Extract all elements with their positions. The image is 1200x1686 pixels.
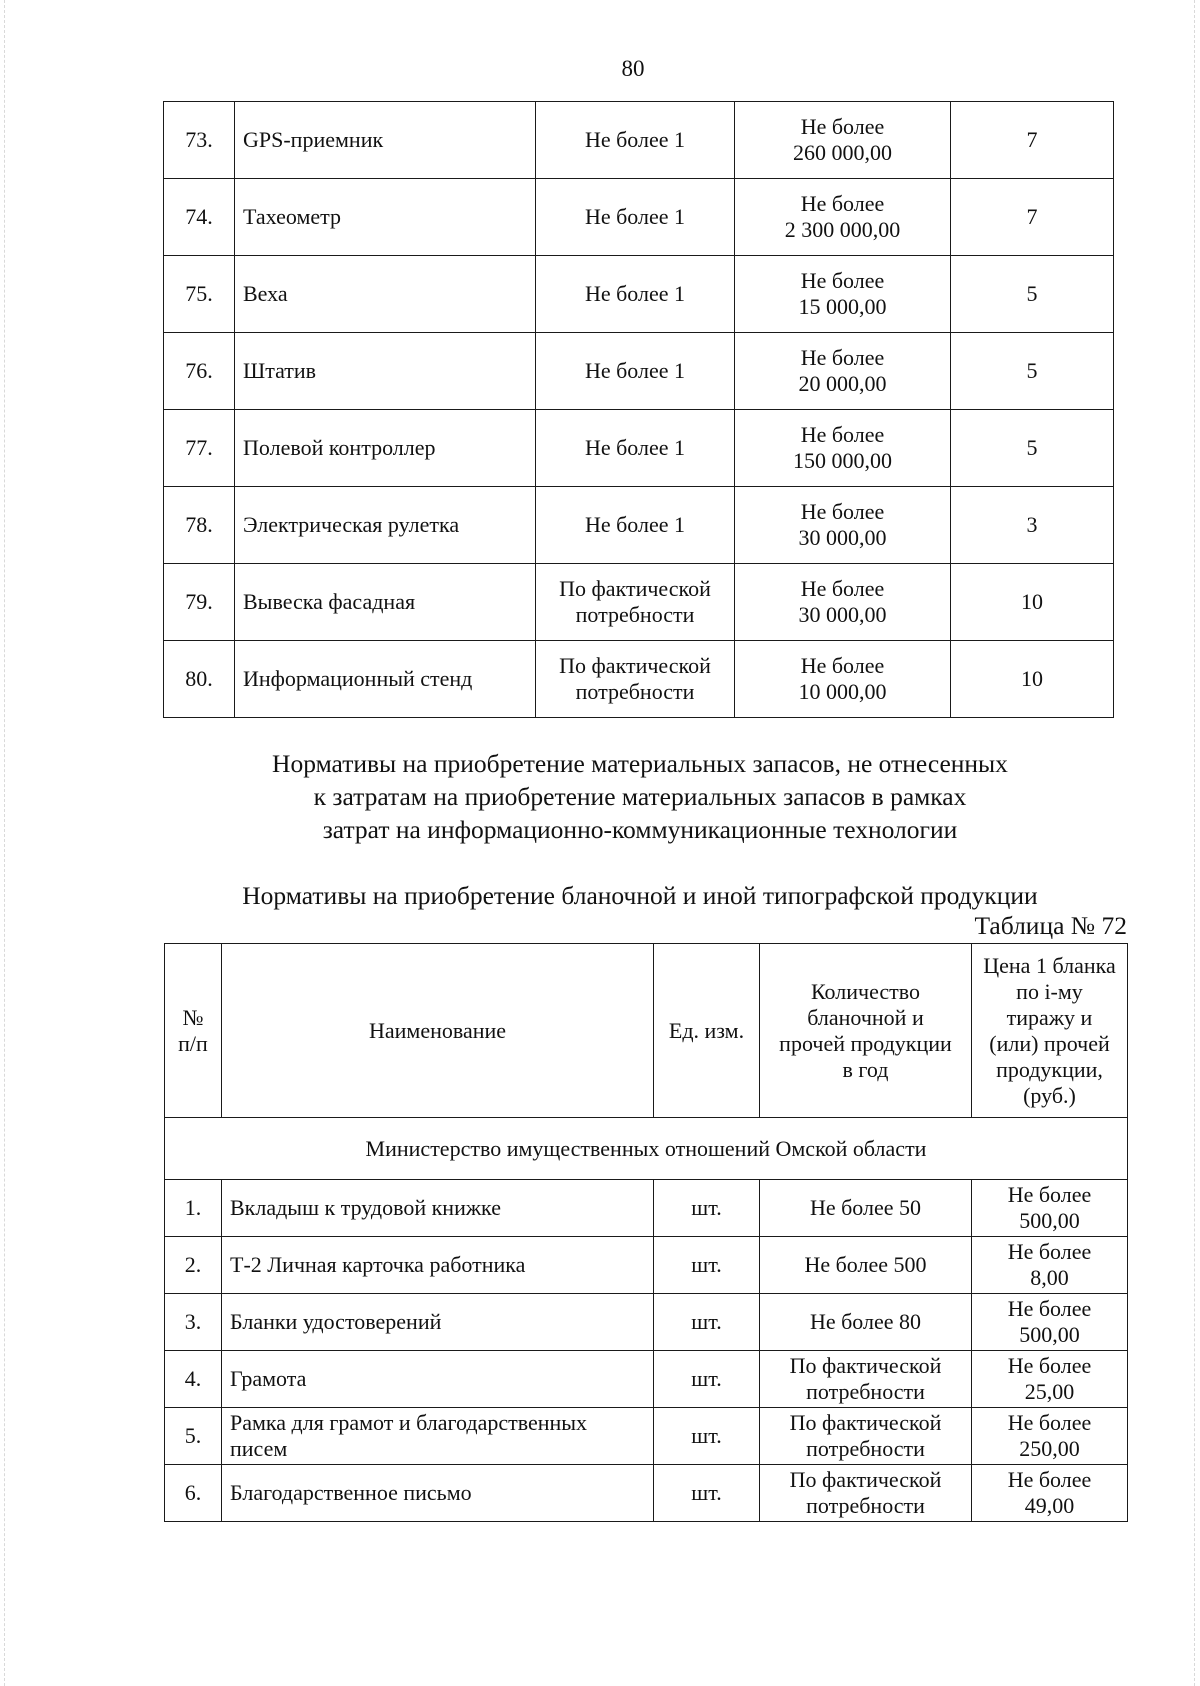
header-price-line: Цена 1 бланка [983, 952, 1116, 978]
row-number-line: 5. [184, 1423, 202, 1448]
item-price [972, 1351, 1128, 1408]
item-price-line: Не более [1007, 1239, 1092, 1264]
table-row [165, 1351, 1128, 1408]
section-heading-line: затрат на информационно-коммуникационные технологии [322, 815, 958, 844]
item-unit-line: шт. [691, 1480, 722, 1505]
header-price-line: тиражу и [1006, 1004, 1093, 1030]
item-quantity-line: Не более 1 [584, 204, 686, 229]
table-row [164, 333, 1114, 410]
table-row [164, 641, 1114, 718]
item-unit [654, 1180, 760, 1237]
item-quantity-line: По фактической [789, 1410, 942, 1435]
item-name [222, 1408, 654, 1465]
header-quantity [760, 944, 972, 1118]
row-number-line: 6. [184, 1480, 202, 1505]
item-name [235, 564, 536, 641]
item-name-line: Вкладыш к трудовой книжке [230, 1195, 501, 1220]
item-quantity [536, 487, 735, 564]
item-price-line: Не более [800, 114, 885, 139]
item-term-line: 7 [1026, 204, 1038, 229]
header-num-line: № [182, 1004, 204, 1030]
item-price-line: Не более [1007, 1467, 1092, 1492]
item-term [951, 487, 1114, 564]
item-quantity-line: потребности [575, 679, 695, 704]
item-price [735, 333, 951, 410]
item-name-line: Вывеска фасадная [243, 589, 416, 614]
item-term-line: 5 [1026, 435, 1038, 460]
item-term [951, 179, 1114, 256]
item-unit-line: шт. [691, 1252, 722, 1277]
item-quantity [760, 1180, 972, 1237]
row-number [164, 179, 235, 256]
row-number [165, 1237, 222, 1294]
item-unit-line: шт. [691, 1309, 722, 1334]
item-name-line: Тахеометр [243, 204, 342, 229]
row-number-line: 3. [184, 1309, 202, 1334]
item-name-line: Т-2 Личная карточка работника [230, 1252, 526, 1277]
item-name-line: Штатив [243, 358, 317, 383]
item-name [222, 1237, 654, 1294]
item-name [235, 487, 536, 564]
item-unit-line: шт. [691, 1366, 722, 1391]
row-number [164, 641, 235, 718]
item-quantity-line: Не более 1 [584, 281, 686, 306]
page-number: 80 [621, 56, 645, 81]
row-number [165, 1351, 222, 1408]
row-number [164, 333, 235, 410]
item-price-line: 150 000,00 [793, 448, 892, 473]
item-quantity-line: потребности [806, 1436, 925, 1461]
item-name [235, 333, 536, 410]
subsection-heading: Нормативы на приобретение бланочной и иной типографской продукции [242, 881, 1038, 910]
item-quantity [536, 179, 735, 256]
table-row [165, 1408, 1128, 1465]
item-quantity-line: По фактической [559, 653, 711, 678]
item-quantity [760, 1351, 972, 1408]
item-unit-line: шт. [691, 1195, 722, 1220]
item-name [235, 641, 536, 718]
table-header-row [165, 944, 1128, 1118]
item-price [972, 1465, 1128, 1522]
item-price [735, 487, 951, 564]
item-quantity [536, 641, 735, 718]
row-number [164, 102, 235, 179]
item-price-line: 250,00 [1019, 1436, 1080, 1461]
item-price [735, 102, 951, 179]
item-price-line: Не более [800, 345, 885, 370]
item-name-line: Благодарственное письмо [230, 1480, 472, 1505]
item-quantity-line: По фактической [559, 576, 711, 601]
section-heading-line: Нормативы на приобретение материальных запасов, не отнесенных [272, 749, 1008, 778]
item-term [951, 256, 1114, 333]
table-row [165, 1465, 1128, 1522]
item-term [951, 410, 1114, 487]
table-row [164, 564, 1114, 641]
item-price-line: 30 000,00 [798, 602, 887, 627]
item-name [235, 179, 536, 256]
scan-edge-right [1194, 0, 1195, 1686]
item-price-line: 20 000,00 [798, 371, 887, 396]
item-price-line: 25,00 [1024, 1379, 1075, 1404]
header-quantity-line: Количество [810, 978, 921, 1004]
row-number [165, 1180, 222, 1237]
table-row [164, 487, 1114, 564]
row-number-line: 75. [185, 281, 213, 306]
item-price-line: Не более [1007, 1296, 1092, 1321]
item-term [951, 333, 1114, 410]
item-price-line: 500,00 [1019, 1208, 1080, 1233]
scan-edge-left [4, 0, 5, 1686]
item-unit [654, 1465, 760, 1522]
item-quantity-line: Не более 50 [809, 1195, 922, 1220]
row-number [164, 410, 235, 487]
row-number [164, 487, 235, 564]
item-price-line: 8,00 [1030, 1265, 1069, 1290]
item-name-line: писем [230, 1436, 288, 1461]
item-price-line: 15 000,00 [798, 294, 887, 319]
item-quantity [536, 564, 735, 641]
item-term [951, 564, 1114, 641]
item-unit [654, 1294, 760, 1351]
item-quantity-line: По фактической [789, 1353, 942, 1378]
table-row [164, 256, 1114, 333]
item-name [222, 1180, 654, 1237]
item-price-line: 30 000,00 [798, 525, 887, 550]
item-quantity-line: Не более 80 [809, 1309, 922, 1334]
header-quantity-line: прочей продукции [779, 1030, 952, 1056]
item-quantity [536, 333, 735, 410]
item-name-line: Грамота [230, 1366, 307, 1391]
item-quantity [760, 1294, 972, 1351]
row-number [164, 256, 235, 333]
row-number-line: 74. [185, 204, 213, 229]
header-unit: Ед. изм. [654, 944, 760, 1118]
item-price [972, 1294, 1128, 1351]
item-name [222, 1351, 654, 1408]
header-num-line: п/п [178, 1030, 208, 1056]
item-name-line: Полевой контроллер [243, 435, 436, 460]
item-price-line: Не более [800, 653, 885, 678]
item-quantity-line: Не более 1 [584, 512, 686, 537]
item-term-line: 10 [1021, 666, 1043, 691]
item-name [235, 256, 536, 333]
item-term [951, 102, 1114, 179]
department-name: Министерство имущественных отношений Омской области [165, 1118, 1128, 1180]
item-price-line: 2 300 000,00 [784, 217, 901, 242]
item-unit-line: шт. [691, 1423, 722, 1448]
row-number-line: 79. [185, 589, 213, 614]
item-quantity [536, 102, 735, 179]
item-quantity [760, 1237, 972, 1294]
item-unit [654, 1237, 760, 1294]
item-name [235, 102, 536, 179]
header-price-line: по i-му [1016, 978, 1083, 1004]
item-quantity-line: По фактической [789, 1467, 942, 1492]
item-quantity [760, 1465, 972, 1522]
item-price-line: Не более [1007, 1410, 1092, 1435]
item-quantity-line: потребности [575, 602, 695, 627]
item-price-line: Не более [800, 499, 885, 524]
equipment-table [163, 101, 1114, 718]
item-price [735, 256, 951, 333]
item-quantity-line: Не более 500 [804, 1252, 927, 1277]
row-number-line: 73. [185, 127, 213, 152]
row-number-line: 77. [185, 435, 213, 460]
item-price-line: 500,00 [1019, 1322, 1080, 1347]
header-name: Наименование [222, 944, 654, 1118]
item-price [735, 410, 951, 487]
item-price-line: 260 000,00 [793, 140, 892, 165]
item-name-line: GPS-приемник [243, 127, 384, 152]
item-name [222, 1465, 654, 1522]
item-price [972, 1237, 1128, 1294]
header-quantity-line: в год [842, 1056, 889, 1082]
header-price-line: продукции, [996, 1056, 1103, 1082]
item-price [735, 179, 951, 256]
row-number-line: 78. [185, 512, 213, 537]
item-quantity-line: потребности [806, 1379, 925, 1404]
item-price-line: 49,00 [1024, 1493, 1075, 1518]
row-number [164, 564, 235, 641]
item-name-line: Электрическая рулетка [243, 512, 460, 537]
item-term-line: 3 [1026, 512, 1038, 537]
item-quantity [760, 1408, 972, 1465]
item-price-line: Не более [800, 191, 885, 216]
item-quantity-line: Не более 1 [584, 435, 686, 460]
row-number [165, 1465, 222, 1522]
item-term-line: 5 [1026, 358, 1038, 383]
item-term [951, 641, 1114, 718]
header-quantity-line: бланочной и [807, 1004, 924, 1030]
row-number-line: 76. [185, 358, 213, 383]
item-term-line: 10 [1021, 589, 1043, 614]
item-name-line: Информационный стенд [243, 666, 473, 691]
table-row [165, 1180, 1128, 1237]
item-price-line: 10 000,00 [798, 679, 887, 704]
item-price-line: Не более [1007, 1353, 1092, 1378]
item-name-line: Веха [243, 281, 288, 306]
header-price-line: (или) прочей [989, 1030, 1110, 1056]
section-heading-line: к затратам на приобретение материальных запасов в рамках [313, 782, 967, 811]
item-term-line: 5 [1026, 281, 1038, 306]
row-number [165, 1294, 222, 1351]
item-quantity [536, 256, 735, 333]
table-row [164, 102, 1114, 179]
item-name [222, 1294, 654, 1351]
item-unit [654, 1351, 760, 1408]
header-price [972, 944, 1128, 1118]
printing-products-table [164, 943, 1128, 1522]
row-number [165, 1408, 222, 1465]
item-price-line: Не более [800, 576, 885, 601]
item-price [972, 1180, 1128, 1237]
row-number-line: 80. [185, 666, 213, 691]
item-price-line: Не более [1007, 1182, 1092, 1207]
header-num [165, 944, 222, 1118]
table-row [165, 1237, 1128, 1294]
item-quantity [536, 410, 735, 487]
item-quantity-line: Не более 1 [584, 127, 686, 152]
item-price-line: Не более [800, 268, 885, 293]
item-quantity-line: потребности [806, 1493, 925, 1518]
item-price [735, 564, 951, 641]
department-row [165, 1118, 1128, 1180]
item-name-line: Рамка для грамот и благодарственных [230, 1410, 588, 1435]
item-quantity-line: Не более 1 [584, 358, 686, 383]
row-number-line: 1. [184, 1195, 202, 1220]
row-number-line: 4. [184, 1366, 202, 1391]
item-unit [654, 1408, 760, 1465]
item-term-line: 7 [1026, 127, 1038, 152]
table-row [164, 179, 1114, 256]
row-number-line: 2. [184, 1252, 202, 1277]
item-price-line: Не более [800, 422, 885, 447]
item-name [235, 410, 536, 487]
table-row [165, 1294, 1128, 1351]
item-price [972, 1408, 1128, 1465]
table-row [164, 410, 1114, 487]
table-caption: Таблица № 72 [974, 911, 1127, 940]
section-heading [160, 747, 1120, 846]
item-name-line: Бланки удостоверений [230, 1309, 442, 1334]
header-price-line: (руб.) [1023, 1082, 1076, 1108]
item-price [735, 641, 951, 718]
